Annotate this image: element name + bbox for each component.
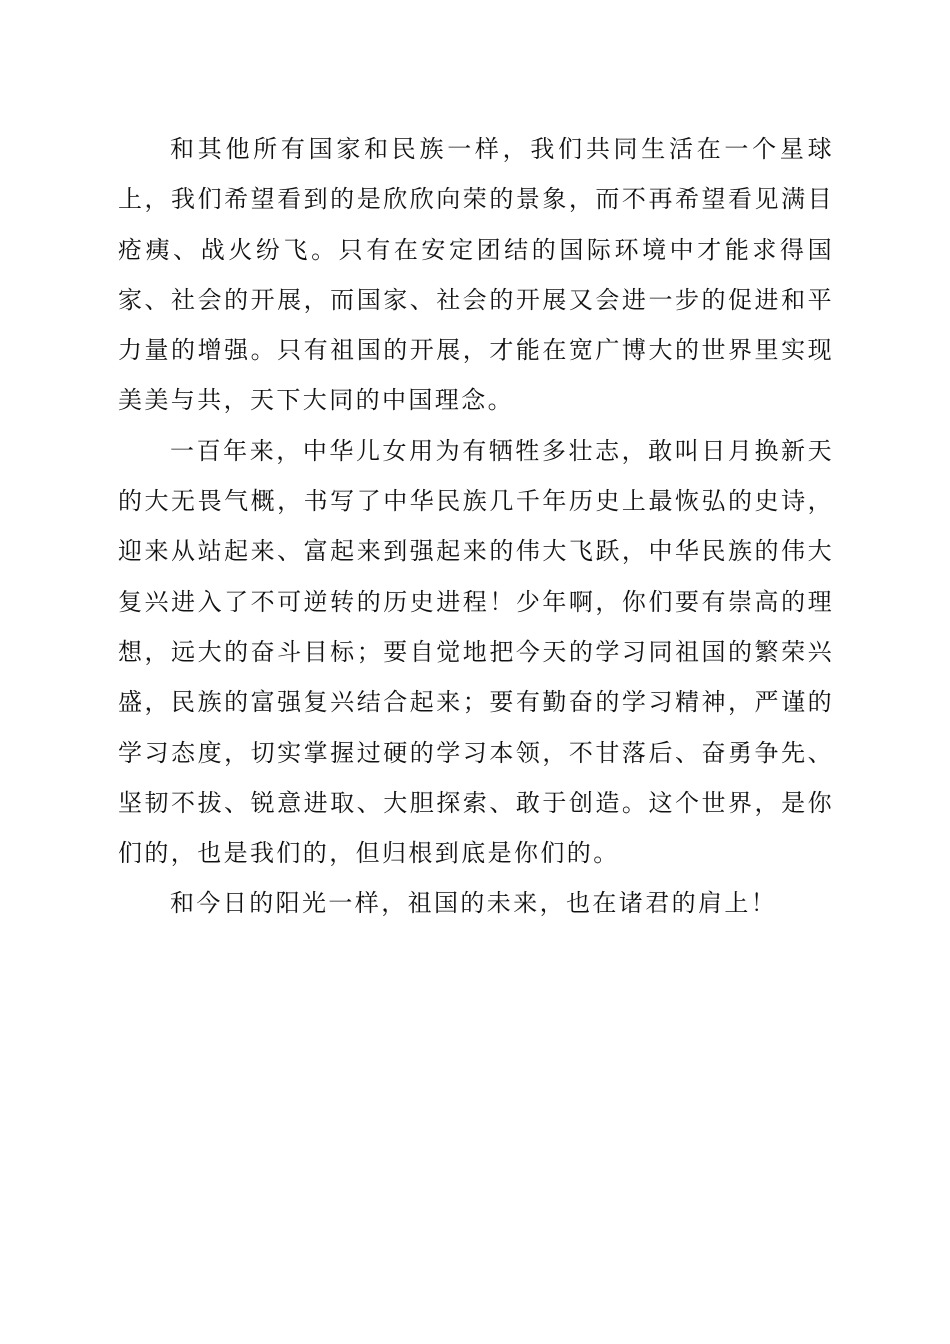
paragraph-1: 和其他所有国家和民族一样，我们共同生活在一个星球上，我们希望看到的是欣欣向荣的景象，而不再希望看见满目疮痍、战火纷飞。只有在安定团结的国际环境中才能求得国家、社会的开展，而国家、社会的开展又会进一步的促进和平力量的增强。只有祖国的开展，才能在宽广博大的世界里实现美美与共，天下大同的中国理念。	[118, 135, 834, 415]
document-body	[118, 124, 834, 929]
paragraph-3: 和今日的阳光一样，祖国的未来，也在诸君的肩上！	[170, 889, 778, 918]
paragraph-2: 一百年来，中华儿女用为有牺牲多壮志，敢叫日月换新天的大无畏气概，书写了中华民族几千年历史上最恢弘的史诗，迎来从站起来、富起来到强起来的伟大飞跃，中华民族的伟大复兴进入了不可逆转的历史进程！少年啊，你们要有崇高的理想，远大的奋斗目标；要自觉地把今天的学习同祖国的繁荣兴盛，民族的富强复兴结合起来；要有勤奋的学习精神，严谨的学习态度，切实掌握过硬的学习本领，不甘落后、奋勇争先、坚韧不拔、锐意进取、大胆探索、敢于创造。这个世界，是你们的，也是我们的，但归根到底是你们的。	[118, 436, 834, 868]
